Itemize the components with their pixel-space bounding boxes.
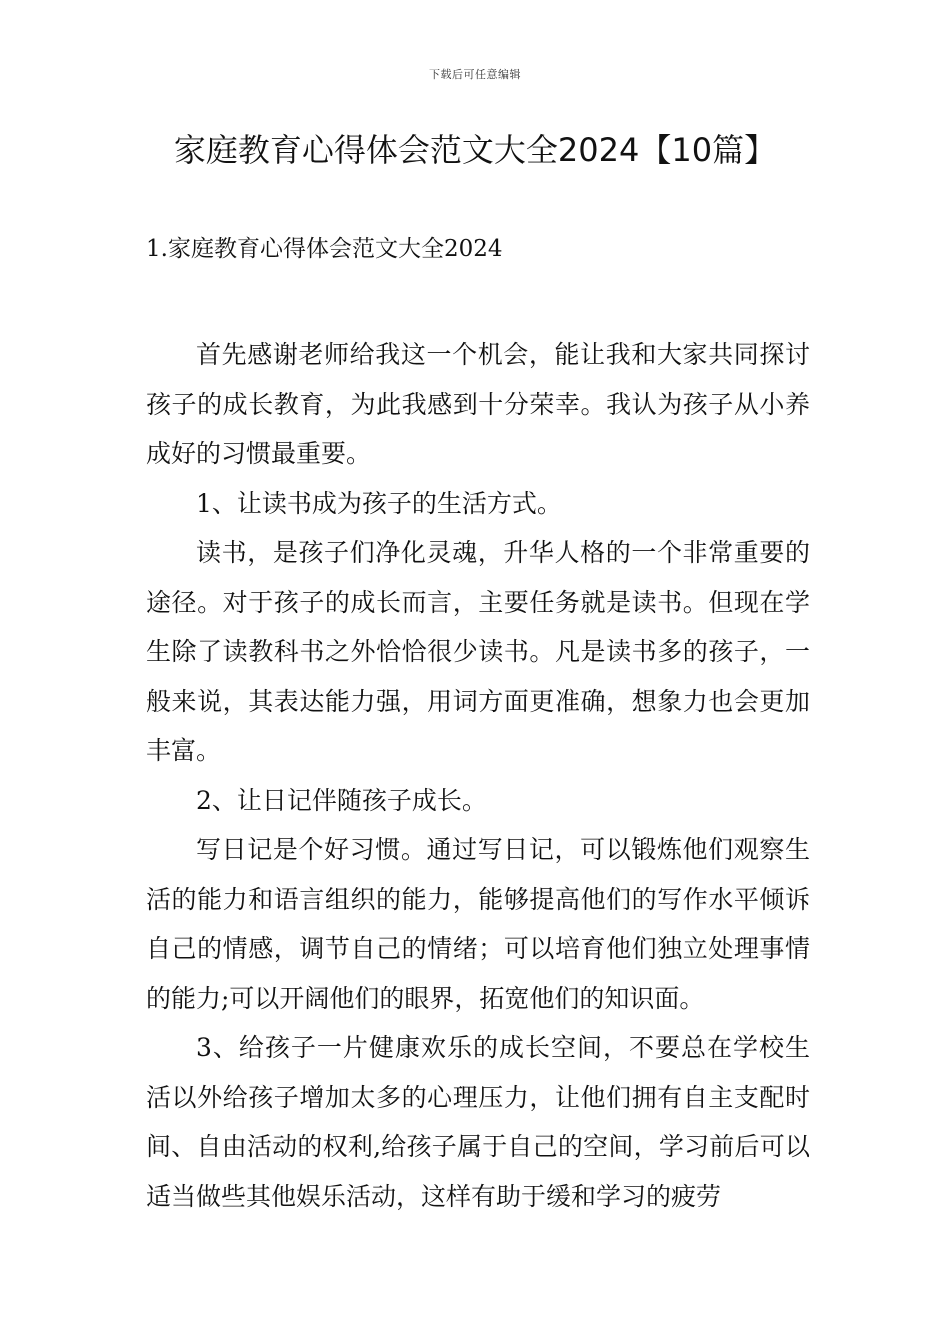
document-body [146,330,810,1221]
header-note: 下载后可任意编辑 [429,68,521,81]
paragraph-point-3: 3、给孩子一片健康欢乐的成长空间，不要总在学校生活以外给孩子增加太多的心理压力，让他们拥有自主支配时间、自由活动的权利,给孩子属于自己的空间，学习前后可以适当做些其他娱乐活动，这样有助于缓和学习的疲劳 [146,1033,810,1211]
section-heading: 1.家庭教育心得体会范文大全2024 [146,236,503,262]
paragraph-intro: 首先感谢老师给我这一个机会，能让我和大家共同探讨孩子的成长教育，为此我感到十分荣幸。我认为孩子从小养成好的习惯最重要。 [146,340,810,468]
paragraph-point-2: 2、让日记伴随孩子成长。 [196,785,487,815]
paragraph-diary: 写日记是个好习惯。通过写日记，可以锻炼他们观察生活的能力和语言组织的能力，能够提高他们的写作水平倾诉自己的情感，调节自己的情绪；可以培育他们独立处理事情的能力;可以开阔他们的眼界，拓宽他们的知识面。 [146,835,810,1013]
document-title: 家庭教育心得体会范文大全2024【10篇】 [173,131,777,169]
paragraph-reading: 读书，是孩子们净化灵魂，升华人格的一个非常重要的途径。对于孩子的成长而言，主要任务就是读书。但现在学生除了读教科书之外恰恰很少读书。凡是读书多的孩子，一般来说，其表达能力强，用词方面更准确，想象力也会更加丰富。 [146,538,810,765]
paragraph-point-1: 1、让读书成为孩子的生活方式。 [196,488,562,518]
